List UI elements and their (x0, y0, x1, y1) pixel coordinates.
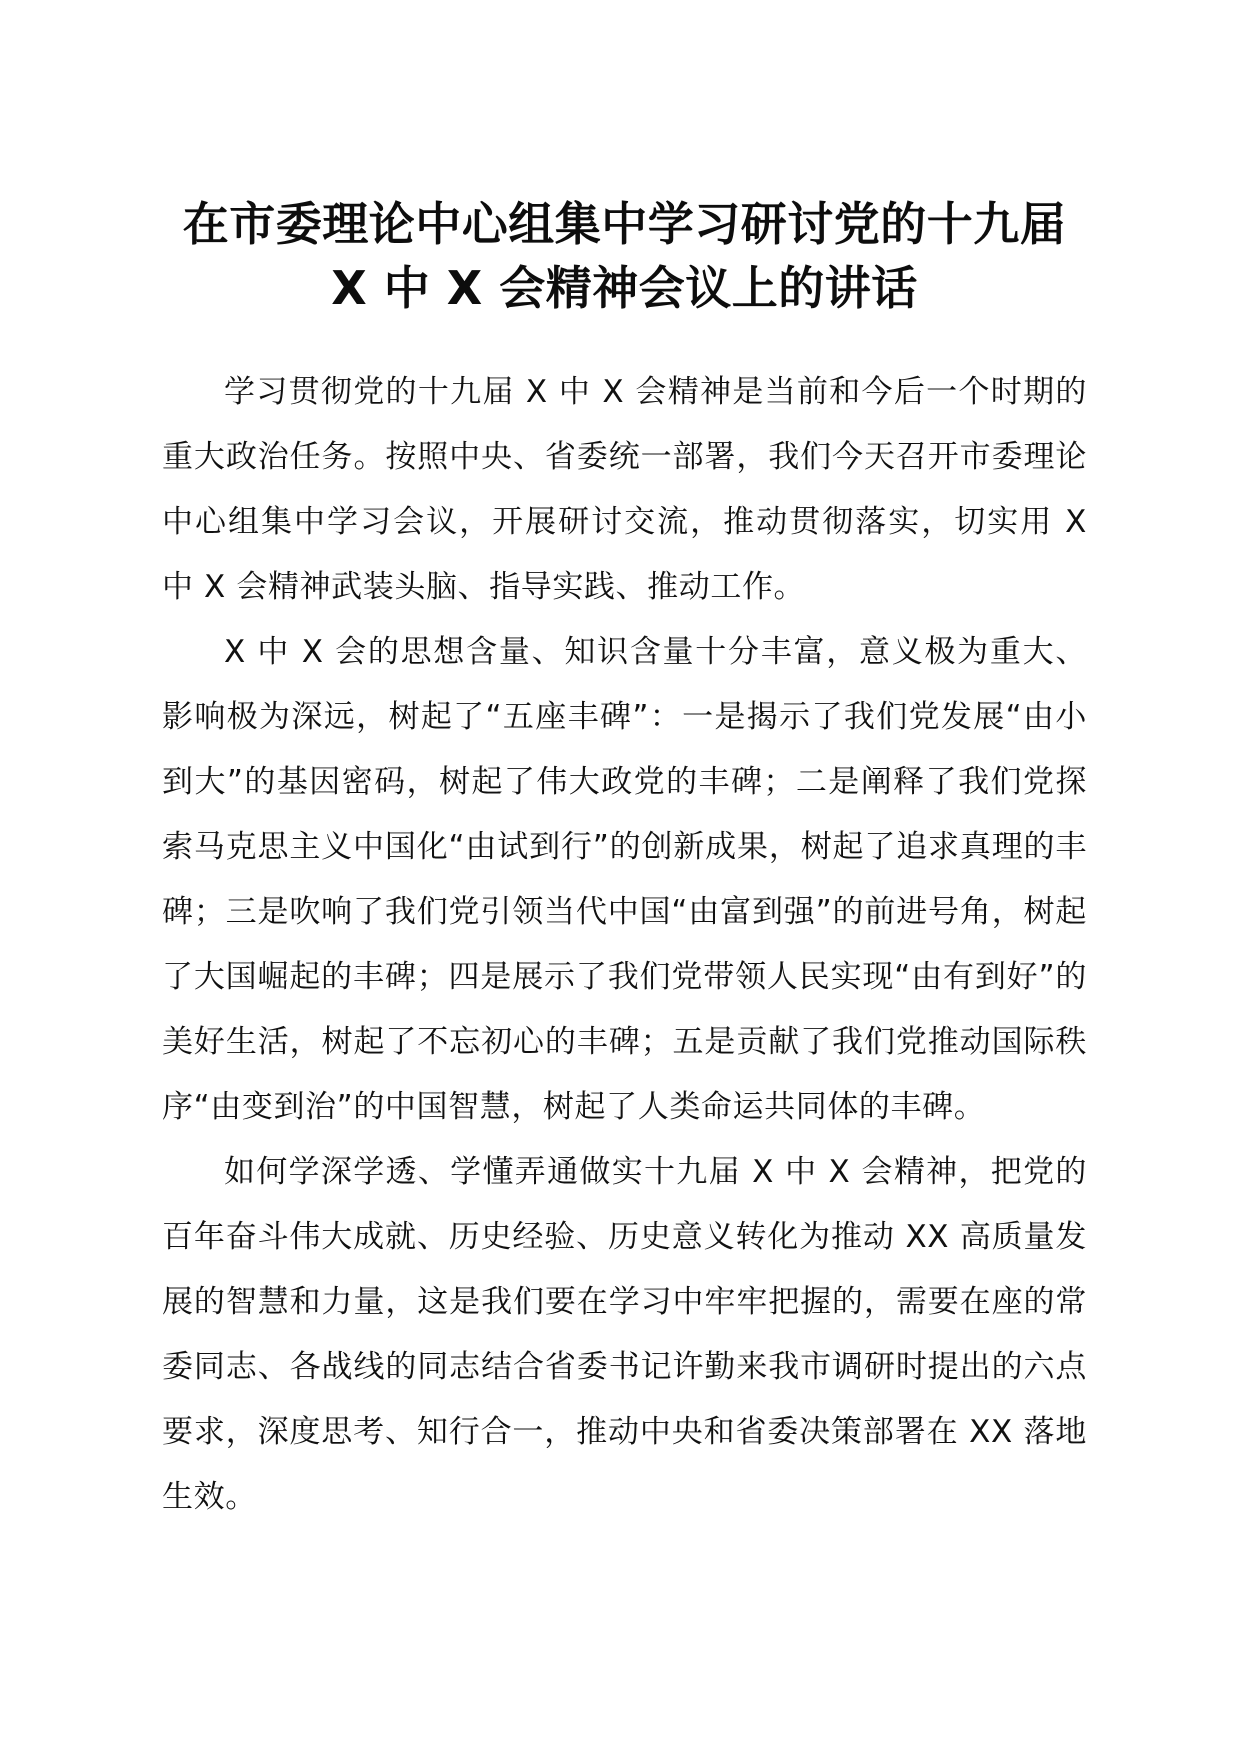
document-content (162, 192, 1087, 1530)
document-title: 在市委理论中心组集中学习研讨党的十九届 X 中 X 会精神会议上的讲话 (182, 197, 1067, 315)
paragraph-3: 如何学深学透、学懂弄通做实十九届 X 中 X 会精神，把党的百年奋斗伟大成就、历史经验、历史意义转化为推动 XX 高质量发展的智慧和力量，这是我们要在学习中牢牢把握的，需要在座的常委同志、各战线的同志结合省委书记许勤来我市调研时提出的六点要求，深度思考、知行合一，推动中央和省委决策部署在 XX 落地生效。 (162, 1154, 1087, 1515)
document-body (162, 360, 1087, 1530)
paragraph-1: 学习贯彻党的十九届 X 中 X 会精神是当前和今后一个时期的重大政治任务。按照中央、省委统一部署，我们今天召开市委理论中心组集中学习会议，开展研讨交流，推动贯彻落实，切实用 X 中 X 会精神武装头脑、指导实践、推动工作。 (162, 374, 1087, 605)
paragraph-2: X 中 X 会的思想含量、知识含量十分丰富，意义极为重大、影响极为深远，树起了“五座丰碑”：一是揭示了我们党发展“由小到大”的基因密码，树起了伟大政党的丰碑；二是阐释了我们党探索马克思主义中国化“由试到行”的创新成果，树起了追求真理的丰碑；三是吹响了我们党引领当代中国“由富到强”的前进号角，树起了大国崛起的丰碑；四是展示了我们党带领人民实现“由有到好”的美好生活，树起了不忘初心的丰碑；五是贡献了我们党推动国际秩序“由变到治”的中国智慧，树起了人类命运共同体的丰碑。 (162, 634, 1087, 1125)
